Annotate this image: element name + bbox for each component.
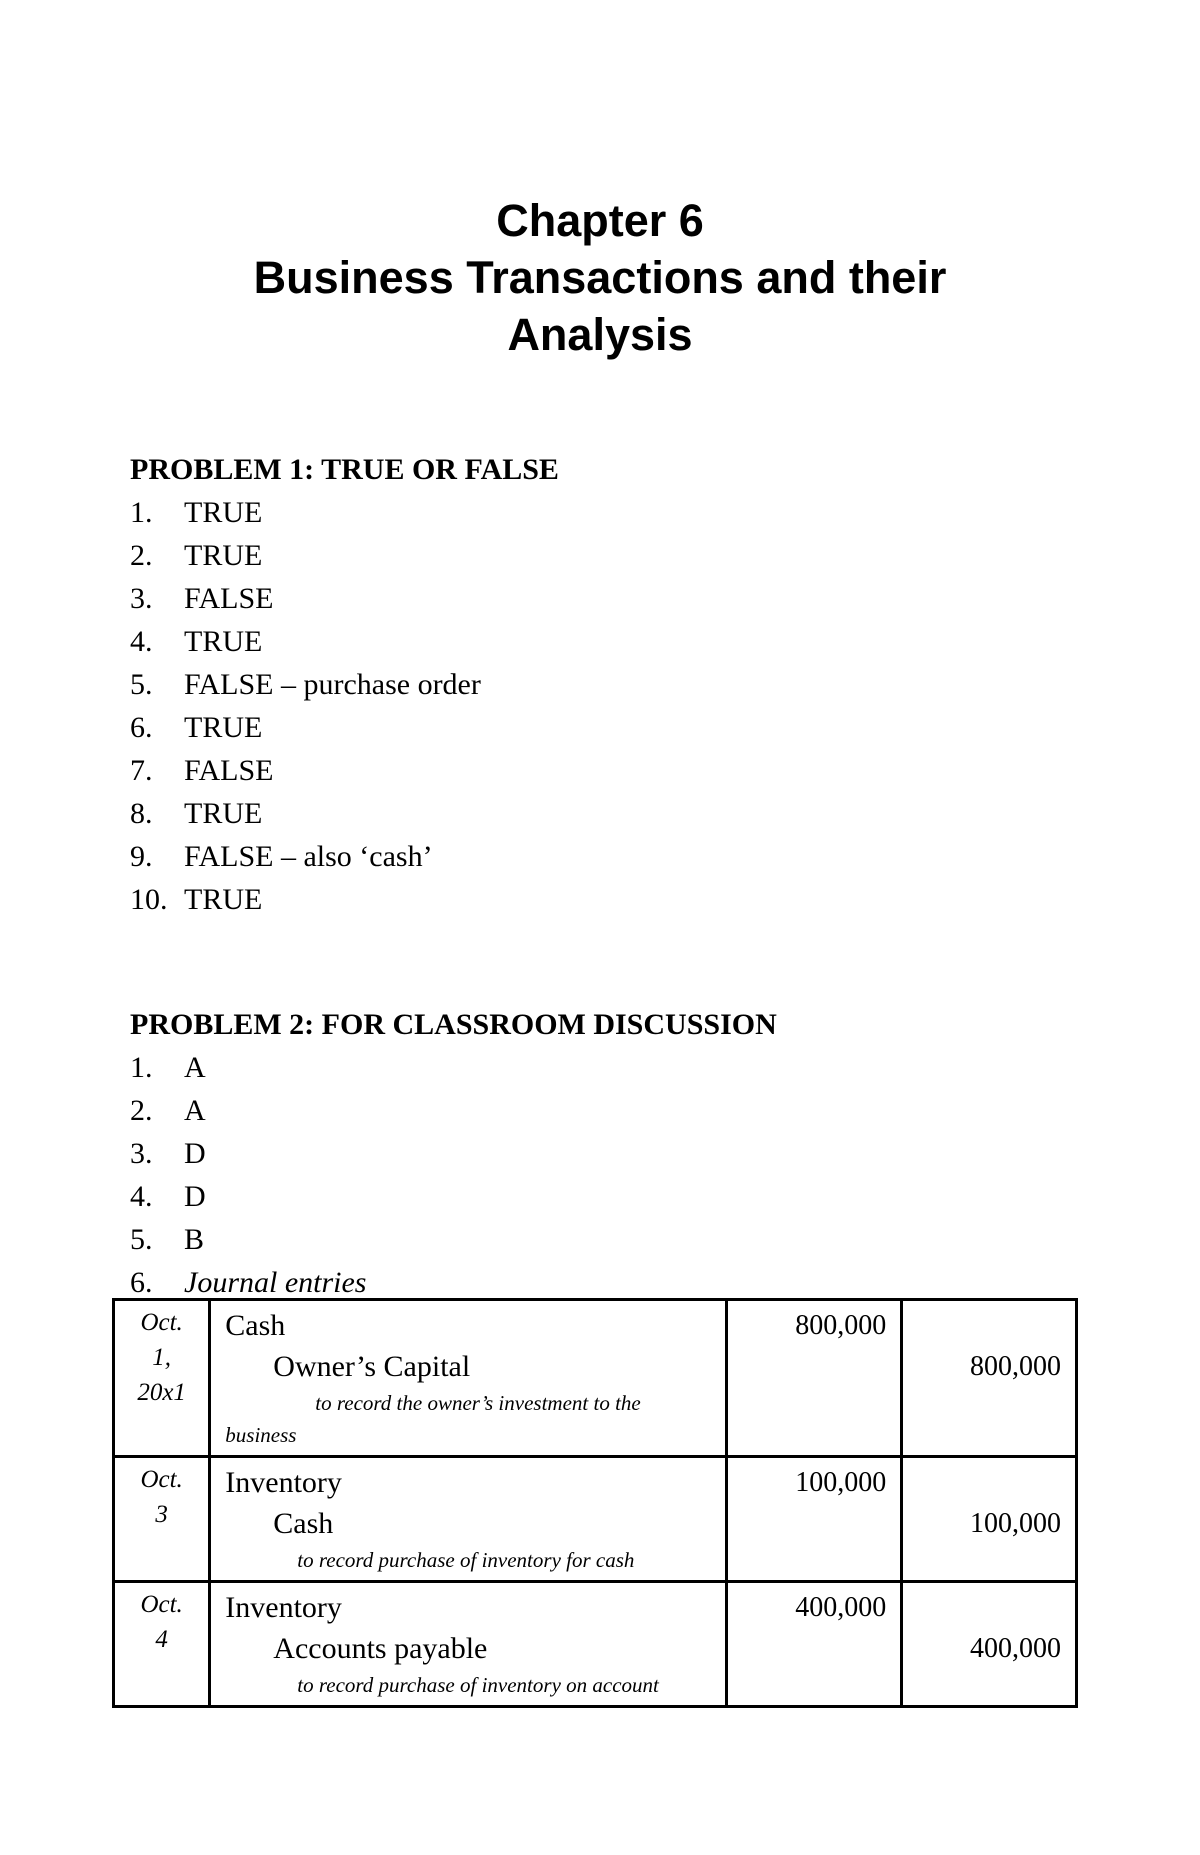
item-answer: TRUE xyxy=(184,797,263,830)
journal-entries-table xyxy=(112,1298,1078,1708)
item-number: 1. xyxy=(130,1051,153,1084)
item-answer: A xyxy=(184,1094,206,1127)
item-number: 5. xyxy=(130,1223,153,1256)
credit-account: Owner’s Capital xyxy=(273,1350,471,1383)
credit-amount-cell xyxy=(902,1582,1077,1707)
item-number: 9. xyxy=(130,840,153,873)
chapter-title-line: Business Transactions and their xyxy=(253,252,947,303)
entry-memo: to record purchase of inventory on account xyxy=(297,1673,659,1697)
problem-1-heading: PROBLEM 1: TRUE OR FALSE xyxy=(130,453,559,486)
item-answer: TRUE xyxy=(184,711,263,744)
problem-2-answer-list xyxy=(130,1046,1090,1304)
item-answer: FALSE – also ‘cash’ xyxy=(184,840,433,873)
entry-memo: to record the owner’s investment to the business xyxy=(225,1391,641,1447)
credit-account: Cash xyxy=(273,1507,334,1540)
item-number: 6. xyxy=(130,1266,153,1299)
chapter-title-line: Analysis xyxy=(507,309,693,360)
entry-memo: to record purchase of inventory for cash xyxy=(297,1548,635,1572)
item-number: 4. xyxy=(130,625,153,658)
item-number: 2. xyxy=(130,539,153,572)
item-answer: Journal entries xyxy=(184,1266,367,1299)
item-answer: TRUE xyxy=(184,625,263,658)
debit-account: Inventory xyxy=(225,1466,342,1499)
credit-amount-cell xyxy=(902,1457,1077,1582)
credit-account: Accounts payable xyxy=(273,1632,488,1665)
list-item xyxy=(130,534,1090,577)
item-number: 4. xyxy=(130,1180,153,1213)
problem-1-section xyxy=(130,448,1090,921)
entry-accounts xyxy=(210,1457,727,1582)
list-item xyxy=(130,749,1090,792)
item-answer: B xyxy=(184,1223,205,1256)
item-number: 5. xyxy=(130,668,153,701)
credit-amount-cell xyxy=(902,1300,1077,1457)
debit-amount-cell xyxy=(727,1457,902,1582)
list-item xyxy=(130,878,1090,921)
list-item xyxy=(130,1218,1090,1261)
debit-amount-cell xyxy=(727,1300,902,1457)
problem-1-answer-list xyxy=(130,491,1090,921)
list-item xyxy=(130,1089,1090,1132)
item-answer: D xyxy=(184,1137,206,1170)
item-answer: D xyxy=(184,1180,206,1213)
debit-account: Inventory xyxy=(225,1591,342,1624)
item-answer: FALSE xyxy=(184,754,274,787)
list-item xyxy=(130,663,1090,706)
debit-account: Cash xyxy=(225,1309,286,1342)
entry-date: Oct. 3 xyxy=(114,1457,210,1582)
item-number: 7. xyxy=(130,754,153,787)
chapter-title xyxy=(0,192,1200,363)
credit-amount: 800,000 xyxy=(970,1351,1061,1382)
problem-2-section xyxy=(130,1003,1090,1304)
item-number: 10. xyxy=(130,883,168,916)
item-number: 1. xyxy=(130,496,153,529)
credit-amount: 400,000 xyxy=(970,1633,1061,1664)
table-row xyxy=(114,1582,1077,1707)
list-item xyxy=(130,491,1090,534)
debit-amount: 400,000 xyxy=(795,1592,887,1623)
item-answer: A xyxy=(184,1051,206,1084)
table-row xyxy=(114,1457,1077,1582)
problem-2-heading: PROBLEM 2: FOR CLASSROOM DISCUSSION xyxy=(130,1008,777,1041)
chapter-number: Chapter 6 xyxy=(496,195,704,246)
credit-amount: 100,000 xyxy=(970,1508,1061,1539)
list-item xyxy=(130,1046,1090,1089)
item-answer: TRUE xyxy=(184,496,263,529)
item-number: 6. xyxy=(130,711,153,744)
item-number: 3. xyxy=(130,1137,153,1170)
item-answer: FALSE – purchase order xyxy=(184,668,481,701)
debit-amount: 100,000 xyxy=(795,1467,887,1498)
debit-amount-cell xyxy=(727,1582,902,1707)
list-item xyxy=(130,577,1090,620)
list-item xyxy=(130,835,1090,878)
list-item xyxy=(130,1132,1090,1175)
list-item xyxy=(130,1175,1090,1218)
list-item xyxy=(130,706,1090,749)
entry-accounts xyxy=(210,1300,727,1457)
item-answer: TRUE xyxy=(184,883,263,916)
item-answer: FALSE xyxy=(184,582,274,615)
list-item xyxy=(130,792,1090,835)
entry-accounts xyxy=(210,1582,727,1707)
item-number: 3. xyxy=(130,582,153,615)
table-row xyxy=(114,1300,1077,1457)
entry-date: Oct. 1, 20x1 xyxy=(114,1300,210,1457)
debit-amount: 800,000 xyxy=(795,1310,887,1341)
item-number: 2. xyxy=(130,1094,153,1127)
entry-date: Oct. 4 xyxy=(114,1582,210,1707)
item-answer: TRUE xyxy=(184,539,263,572)
list-item xyxy=(130,620,1090,663)
item-number: 8. xyxy=(130,797,153,830)
